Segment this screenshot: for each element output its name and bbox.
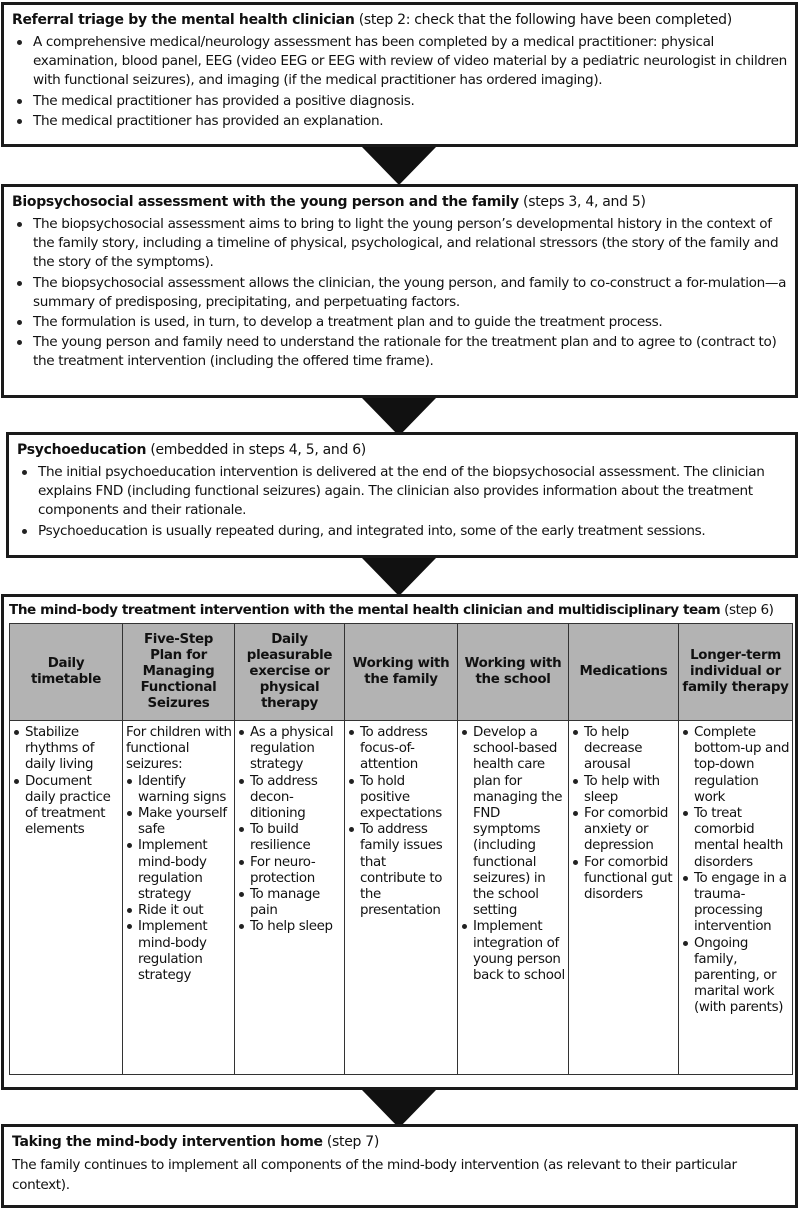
flow-arrow-4 [362, 1090, 436, 1128]
list-item: Document daily practice of treatment elements [13, 774, 120, 839]
list-item: To engage in a trauma-processing intervention [682, 871, 790, 936]
col-cell-exercise [235, 721, 345, 1075]
triage-item: The medical practitioner has provided an explanation. [12, 112, 787, 131]
list-item: Complete bottom-up and top-down regulation work [682, 725, 790, 806]
col-header-five-step-plan: Five-Step Plan for Managing Functional Seizures [123, 624, 235, 721]
assessment-item: The biopsychosocial assessment allows the clinician, the young person, and family to co-construct a for-mulation—a summary of predisposing, precipitating, and perpetuating factors. [12, 274, 787, 312]
col-cell-family [345, 721, 458, 1075]
list-item: Implement mind-body regulation strategy [126, 838, 232, 903]
list-item: Identify warning signs [126, 774, 232, 806]
assessment-item: The young person and family need to understand the rationale for the treatment plan and to agree to (contract to) the treatment intervention (including the offered time frame). [12, 333, 787, 371]
assessment-item: The formulation is used, in turn, to develop a treatment plan and to guide the treatment process. [12, 313, 787, 332]
list-item: Implement mind-body regulation strategy [126, 919, 232, 984]
treatment-table [9, 623, 793, 1075]
treatment-header-row [10, 624, 793, 721]
psychoeducation-item: The initial psychoeducation intervention is delivered at the end of the biopsychosocial assessment. The clinician explains FND (including functional seizures) again. The clinician also provides information about the treatment components and their rationale. [17, 463, 787, 521]
col-cell-longer-term-therapy [679, 721, 793, 1075]
col-header-medications: Medications [569, 624, 679, 721]
assessment-title: Biopsychosocial assessment with the young person and the family (steps 3, 4, and 5) [12, 194, 646, 210]
triage-item: A comprehensive medical/neurology assessment has been completed by a medical practitioner: physical examination, blood panel, EEG (video EEG or EEG with review of video material by a pediatric neurologist in children with functional seizures), and imaging (if the medical practitioner has ordered imaging). [12, 33, 787, 91]
home-title: Taking the mind-body intervention home (step 7) [12, 1134, 380, 1150]
col-cell-daily-timetable [10, 721, 123, 1075]
psychoeducation-item: Psychoeducation is usually repeated during, and integrated into, some of the early treatment sessions. [17, 522, 787, 541]
psychoeducation-list [17, 463, 787, 541]
list-item: To address decon-ditioning [238, 774, 342, 823]
list-item: For neuro-protection [238, 855, 342, 887]
col-header-daily-timetable: Daily timetable [10, 624, 123, 721]
list-item: To help with sleep [572, 774, 676, 806]
home-text: The family continues to implement all components of the mind-body intervention (as relevant to their particular context). [12, 1157, 737, 1193]
col-header-school: Working with the school [458, 624, 569, 721]
triage-item: The medical practitioner has provided a positive diagnosis. [12, 92, 787, 111]
treatment-box [1, 594, 798, 1090]
list-item: To hold positive expectations [348, 774, 455, 823]
triage-list [12, 33, 787, 131]
list-item: To treat comorbid mental health disorders [682, 806, 790, 871]
treatment-body-row [10, 721, 793, 1075]
list-item: To address focus-of-attention [348, 725, 455, 774]
flow-arrow-3 [362, 558, 436, 596]
col-header-exercise: Daily pleasurable exercise or physical therapy [235, 624, 345, 721]
home-box [1, 1124, 798, 1208]
assessment-box [1, 184, 798, 398]
list-item: As a physical regulation strategy [238, 725, 342, 774]
list-item: To build resilience [238, 822, 342, 854]
assessment-list [12, 215, 787, 372]
flow-arrow-1 [362, 147, 436, 185]
list-item: Ride it out [126, 903, 232, 919]
triage-title: Referral triage by the mental health clinician (step 2: check that the following have been completed) [12, 12, 732, 28]
col-cell-medications [569, 721, 679, 1075]
col-header-longer-term-therapy: Longer-term individual or family therapy [679, 624, 793, 721]
list-item: Ongoing family, parenting, or marital work (with parents) [682, 936, 790, 1017]
flow-arrow-2 [362, 398, 436, 436]
col-cell-five-step-plan [123, 721, 235, 1075]
list-item: Make yourself safe [126, 806, 232, 838]
cell-intro: For children with functional seizures: [126, 725, 232, 773]
list-item: For comorbid anxiety or depression [572, 806, 676, 855]
col-header-family: Working with the family [345, 624, 458, 721]
list-item: To help decrease arousal [572, 725, 676, 774]
list-item: Develop a school-based health care plan for managing the FND symptoms (including functional seizures) in the school setting [461, 725, 566, 919]
list-item: For comorbid functional gut disorders [572, 855, 676, 904]
list-item: Stabilize rhythms of daily living [13, 725, 120, 774]
list-item: To help sleep [238, 919, 342, 935]
treatment-title: The mind-body treatment intervention with the mental health clinician and multidisciplinary team (step 6) [9, 602, 774, 618]
col-cell-school [458, 721, 569, 1075]
psychoeducation-title: Psychoeducation (embedded in steps 4, 5, and 6) [17, 442, 366, 458]
psychoeducation-box [6, 432, 798, 558]
list-item: To address family issues that contribute to the presentation [348, 822, 455, 919]
assessment-item: The biopsychosocial assessment aims to bring to light the young person’s developmental history in the context of the family story, including a timeline of physical, psychological, and relational stressors (the story of the family and the story of the symptoms). [12, 215, 787, 273]
list-item: Implement integration of young person back to school [461, 919, 566, 984]
triage-box [1, 2, 798, 147]
list-item: To manage pain [238, 887, 342, 919]
